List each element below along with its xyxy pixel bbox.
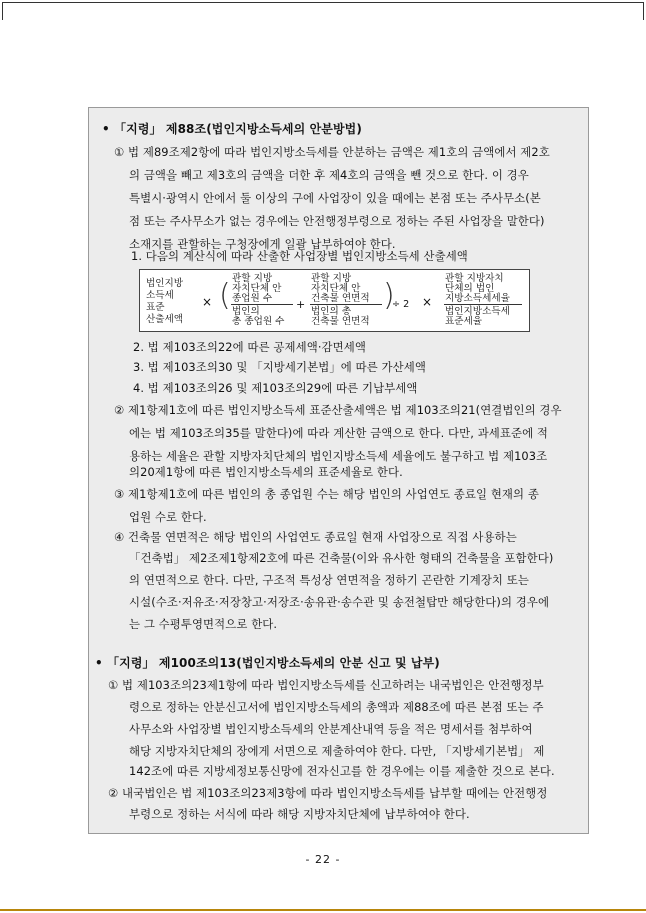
formula-lhs-line: 법인지방 (146, 278, 184, 289)
plus-sign: + (296, 298, 306, 311)
para-5-line: 142조에 따른 지방세정보통신망에 전자신고를 한 경우에는 이를 제출한 것으로 본다. (129, 764, 555, 778)
frac3-denominator: 표준세율 (445, 316, 483, 327)
page-frame-right (643, 2, 644, 20)
item-3-line: 3. 법 제103조의30 및 「지방세기본법」에 따른 가산세액 (133, 360, 426, 374)
frac1-denominator: 법인의 (232, 306, 260, 317)
para-5-line: 사무소와 사업장별 법인지방소득세의 안분계산내역 등을 적은 명세서를 첨부하여 (129, 722, 533, 736)
right-paren: ) (383, 278, 395, 313)
para-2-line: 에는 법 제103조의35를 말한다)에 따라 계산한 금액으로 한다. 다만, 과세표준에 적 (129, 426, 549, 440)
item-1-line: 1. 다음의 계산식에 따라 산출한 사업장별 법인지방소득세 산출세액 (131, 249, 468, 263)
para-1-line: ① 법 제89조제2항에 따라 법인지방소득세를 안분하는 금액은 제1호의 금액에서 제2호 (114, 145, 550, 159)
frac2-denominator: 법인의 총 (311, 306, 352, 317)
formula-lhs-line: 소득세 (146, 290, 174, 301)
frac3-denominator: 법인지방소득세 (445, 306, 510, 317)
para-5-line: 령으로 정하는 안분신고서에 법인지방소득세의 총액과 제88조에 따른 본점 또는 주 (129, 700, 544, 714)
para-4-line: 는 그 수평투영면적으로 한다. (129, 617, 278, 631)
para-2-line: ② 제1항제1호에 따른 법인지방소득세 표준산출세액은 법 제103조의21(연결법인의 경우 (114, 403, 562, 417)
para-5-line: ① 법 제103조의23제1항에 따라 법인지방소득세를 신고하려는 내국법인은 안전행정부 (108, 678, 544, 692)
para-3-line: ③ 제1항제1호에 따른 법인의 총 종업원 수는 해당 법인의 사업연도 종료일 현재의 종 (114, 487, 539, 501)
formula-box (139, 269, 530, 332)
frac2-denominator: 건축물 연면적 (311, 316, 370, 327)
frac2-numerator: 건축물 연면적 (311, 293, 370, 304)
frac3-bar (444, 304, 522, 305)
para-3-line: 업원 수로 한다. (129, 510, 207, 524)
para-1-line: 점 또는 주사무소가 없는 경우에는 안전행정부령으로 정하는 주된 사업장을 말한다) (129, 214, 545, 228)
section-1-header: • 「지령」 제88조(법인지방소득세의 안분방법) (102, 122, 362, 136)
para-1-line: 의 금액을 빼고 제3호의 금액을 더한 후 제4호의 금액을 뺀 것으로 한다. 이 경우 (129, 168, 529, 182)
frac2-numerator: 관할 지방 (311, 273, 352, 284)
frac2-numerator: 자치단체 안 (311, 283, 361, 294)
frac2-bar (310, 304, 382, 305)
para-5-line: 해당 지방자치단체의 장에게 서면으로 제출하여야 한다. 다만, 「지방세기본법」 제 (129, 744, 545, 758)
para-6-line: 부령으로 정하는 서식에 따라 해당 지방자치단체에 납부하여야 한다. (129, 807, 470, 821)
item-2-line: 2. 법 제103조의22에 따른 공제세액·감면세액 (133, 340, 366, 354)
times-sign: × (422, 295, 433, 309)
para-4-line: 「건축법」 제2조제1항제2호에 따른 건축물(이와 유사한 형태의 건축물을 포함한다) (129, 551, 554, 565)
formula-lhs-line: 산출세액 (146, 314, 184, 325)
para-4-line: 시설(수조·저유조·저장창고·저장조·송유관·송수관 및 송전철탑만 해당한다)의 경우에 (129, 595, 550, 609)
frac3-numerator: 관할 지방자치 (445, 273, 504, 284)
left-paren: ( (219, 278, 231, 313)
page-frame-bottom (0, 909, 646, 911)
para-4-line: ④ 건축물 연면적은 해당 법인의 사업연도 종료일 현재 사업장으로 직접 사용하는 (114, 530, 517, 544)
page-frame-top (2, 2, 644, 3)
para-1-line: 특별시·광역시 안에서 둘 이상의 구에 사업장이 있을 때에는 본점 또는 주사무소(본 (129, 191, 541, 205)
frac1-numerator: 관할 지방 (232, 273, 273, 284)
page-number: - 22 - (305, 853, 341, 866)
para-1-line: 소재지를 관할하는 구청장에게 일괄 납부하여야 한다. (129, 237, 396, 251)
section-2-header: • 「지령」 제100조의13(법인지방소득세의 안분 신고 및 납부) (95, 656, 440, 670)
item-4-line: 4. 법 제103조의26 및 제103조의29에 따른 기납부세액 (133, 381, 418, 395)
frac1-bar (231, 304, 293, 305)
para-2-line: 용하는 세율은 관할 지방자치단체의 법인지방소득세 세율에도 불구하고 법 제103조 (129, 449, 548, 463)
formula-lhs-line: 표준 (146, 302, 165, 313)
frac3-numerator: 단체의 법인 (445, 283, 495, 294)
frac1-numerator: 종업원 수 (232, 293, 273, 304)
para-4-line: 의 연면적으로 한다. 다만, 구조적 특성상 연면적을 정하기 곤란한 기계장치 또는 (129, 573, 529, 587)
para-6-line: ② 내국법인은 법 제103조의23제3항에 따라 법인지방소득세를 납부할 때에는 안전행정 (108, 786, 548, 800)
frac1-denominator: 총 종업원 수 (232, 316, 285, 327)
para-2-line: 의20제1항에 따른 법인지방소득세의 표준세율로 한다. (129, 465, 403, 479)
frac3-numerator: 지방소득세세율 (445, 293, 510, 304)
divide-by-two: ÷ 2 (392, 299, 410, 310)
frac1-numerator: 자치단체 안 (232, 283, 282, 294)
times-sign: × (202, 295, 213, 309)
page-frame-left (2, 2, 3, 20)
